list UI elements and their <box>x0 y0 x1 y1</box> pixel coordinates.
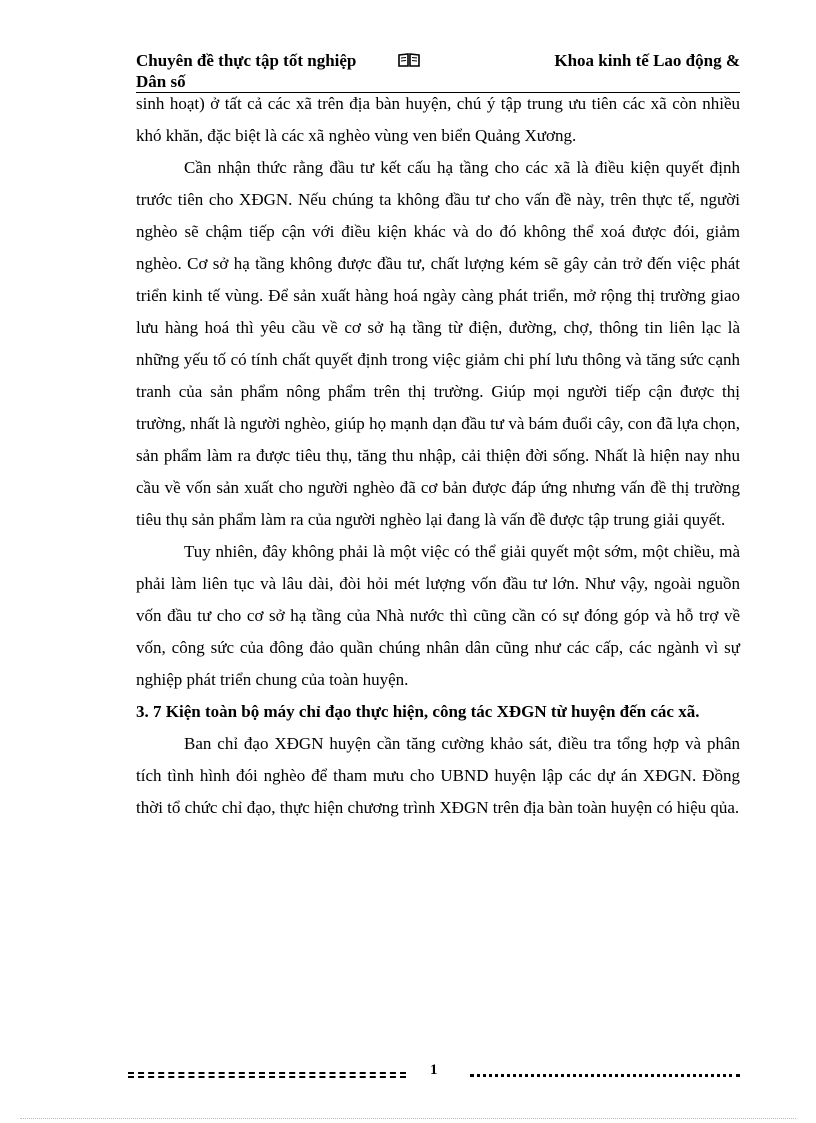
page-number: 1 <box>430 1062 438 1078</box>
header-document-type: Chuyên đề thực tập tốt nghiệp <box>136 51 357 70</box>
header-faculty: Khoa kinh tế Lao động & <box>554 51 740 70</box>
paragraph-steering-committee: Ban chỉ đạo XĐGN huyện cần tăng cường khảo sát, điều tra tổng hợp và phân tích tình hình đói nghèo để tham mưu cho UBND huyện lập các dự án XĐGN. Đồng thời tổ chức chỉ đạo, thực hiện chương trình XĐGN trên địa bàn toàn huyện có hiệu qủa. <box>136 734 740 817</box>
paragraph-continued: sinh hoạt) ở tất cả các xã trên địa bàn huyện, chú ý tập trung ưu tiên các xã còn nhiều khó khăn, đặc biệt là các xã nghèo vùng ven biển Quảng Xương. <box>136 94 740 145</box>
page-header <box>136 50 740 93</box>
footer-dotted-rule-right <box>470 1074 740 1077</box>
header-row <box>136 50 740 71</box>
open-book-icon <box>398 53 420 67</box>
page-bottom-edge <box>20 1118 796 1119</box>
footer-dashed-rule-left <box>128 1072 406 1078</box>
document-body <box>136 88 740 824</box>
page-footer <box>128 1062 740 1086</box>
paragraph-however: Tuy nhiên, đây không phải là một việc có thể giải quyết một sớm, một chiều, mà phải làm liên tục và lâu dài, đòi hỏi mét lượng vốn đầu tư lớn. Như vậy, ngoài nguồn vốn đầu tư cho cơ sở hạ tầng của Nhà nước thì cũng cần có sự đóng góp và hỗ trợ về vốn, công sức của đông đảo quần chúng nhân dân cũng như các cấp, các ngành vì sự nghiệp phát triển chung của toàn huyện. <box>136 542 740 689</box>
header-faculty-continued: Dân số <box>136 72 186 91</box>
section-heading: 3. 7 Kiện toàn bộ máy chỉ đạo thực hiện, công tác XĐGN từ huyện đến các xã. <box>136 702 700 721</box>
paragraph-infrastructure: Cần nhận thức rằng đầu tư kết cấu hạ tầng cho các xã là điều kiện quyết định trước tiên cho XĐGN. Nếu chúng ta không đầu tư cho vấn đề này, trên thực tế, người nghèo sẽ chậm tiếp cận với điều kiện khác và do đó không thể xoá được đói, giảm nghèo. Cơ sở hạ tầng không được đầu tư, chất lượng kém sẽ gây cản trở đến việc phát triển kinh tế vùng. Để sản xuất hàng hoá ngày càng phát triển, mở rộng thị trường giao lưu hàng hoá thì yêu cầu về cơ sở hạ tầng từ điện, đường, chợ, thông tin liên lạc là những yếu tố có tính chất quyết định trong việc giảm chi phí lưu thông và tăng sức cạnh tranh của sản phẩm nông phẩm trên thị trường. Giúp mọi người tiếp cận được thị trường, nhất là người nghèo, giúp họ mạnh dạn đầu tư và bám đuổi cây, con đã lựa chọn, sản phẩm làm ra được tiêu thụ, tăng thu nhập, cải thiện đời sống. Nhất là hiện nay nhu cầu về vốn sản xuất cho người nghèo đã cơ bản được đáp ứng nhưng vấn đề thị trường tiêu thụ sản phẩm làm ra của người nghèo lại đang là vấn đề được tập trung giải quyết. <box>136 158 740 529</box>
